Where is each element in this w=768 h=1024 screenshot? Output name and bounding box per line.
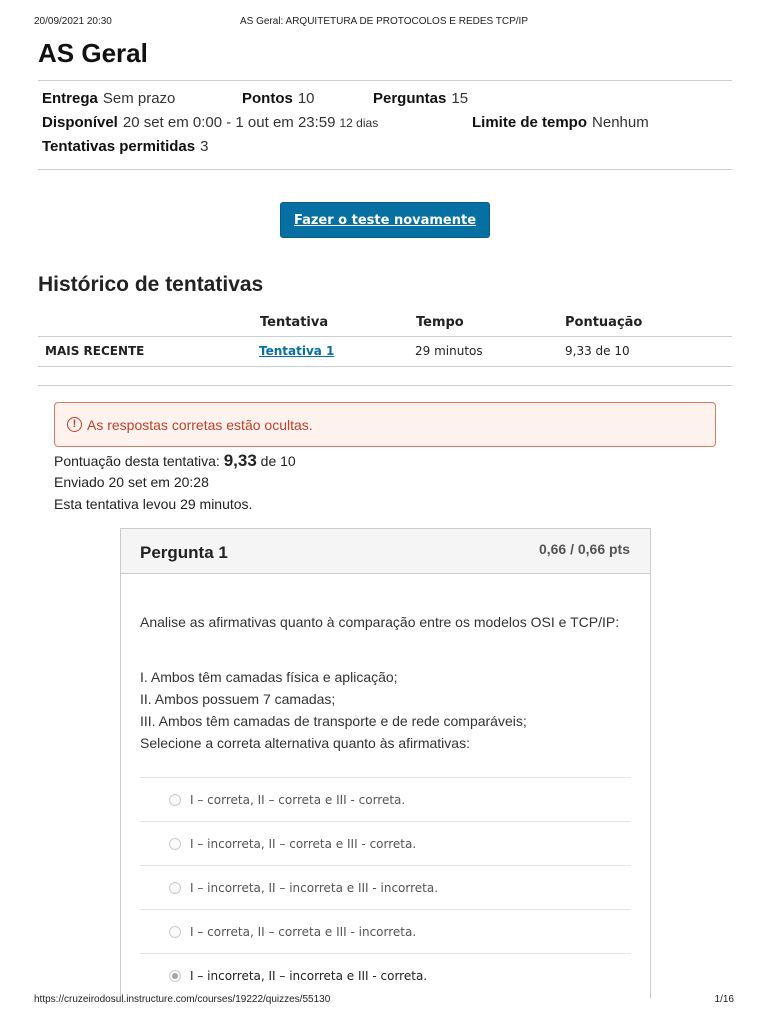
detail-value: 20 set em 0:00 - 1 out em 23:59 [122, 114, 336, 131]
score-prefix: Pontuação desta tentativa: [54, 453, 220, 469]
table-divider [38, 336, 732, 337]
answer-label: I – incorreta, II – incorreta e III - incorreta. [190, 881, 439, 895]
divider [38, 385, 732, 386]
detail-limite [472, 114, 649, 134]
print-doc-title: AS Geral: ARQUITETURA DE PROTOCOLOS E REDES TCP/IP [239, 16, 529, 27]
detail-value: 10 [297, 90, 315, 107]
page-title: AS Geral [38, 38, 148, 68]
radio-button[interactable] [169, 882, 181, 894]
print-header [34, 16, 734, 30]
score-suffix: de 10 [260, 453, 296, 469]
attempt-score-line [54, 451, 296, 471]
detail-entrega [42, 90, 175, 110]
print-footer [34, 994, 734, 1008]
column-header-attempt: Tentativa [260, 315, 329, 330]
detail-disponivel [42, 114, 378, 134]
detail-value: Sem prazo [102, 90, 176, 107]
answer-label: I – correta, II – correta e III - incorreta. [190, 925, 417, 939]
detail-label: Tentativas permitidas [42, 138, 196, 155]
answer-label: I – correta, II – correta e III - correta. [190, 793, 406, 807]
question-card [120, 528, 651, 998]
answer-option-selected[interactable] [140, 953, 631, 997]
retake-quiz-button[interactable]: Fazer o teste novamente [280, 202, 490, 238]
row-label-recent: MAIS RECENTE [45, 344, 145, 358]
question-title: Pergunta 1 [140, 543, 228, 562]
print-page-number: 1/16 [714, 994, 734, 1005]
detail-label: Limite de tempo [472, 114, 588, 131]
question-statement: I. Ambos têm camadas física e aplicação; [140, 669, 398, 685]
table-divider [38, 366, 732, 367]
duration-line: Esta tentativa levou 29 minutos. [54, 496, 253, 512]
detail-value: Nenhum [592, 114, 649, 131]
score-value: 9,33 [223, 451, 257, 470]
detail-label: Disponível [42, 114, 118, 131]
question-header [121, 529, 650, 574]
detail-tentativas [42, 138, 208, 158]
answer-option[interactable] [140, 777, 631, 821]
print-url: https://cruzeirodosul.instructure.com/courses/19222/quizzes/55130 [34, 994, 331, 1005]
attempt-time: 29 minutos [415, 344, 483, 358]
attempt-score: 9,33 de 10 [565, 344, 630, 358]
answer-option[interactable] [140, 909, 631, 953]
detail-days: 12 dias [339, 116, 379, 130]
column-header-time: Tempo [416, 315, 464, 330]
detail-label: Pontos [242, 90, 293, 107]
answer-option[interactable] [140, 821, 631, 865]
question-intro: Analise as afirmativas quanto à comparação entre os modelos OSI e TCP/IP: [140, 614, 620, 630]
answer-label: I – incorreta, II – incorreta e III - correta. [190, 969, 428, 983]
detail-perguntas [373, 90, 468, 110]
radio-button[interactable] [169, 794, 181, 806]
history-title: Histórico de tentativas [38, 273, 264, 296]
submitted-line: Enviado 20 set em 20:28 [54, 474, 209, 490]
print-datetime: 20/09/2021 20:30 [34, 16, 112, 27]
detail-value: 3 [200, 138, 209, 155]
detail-label: Perguntas [373, 90, 447, 107]
detail-pontos [242, 90, 315, 110]
answer-label: I – incorreta, II – correta e III - correta. [190, 837, 417, 851]
detail-label: Entrega [42, 90, 98, 107]
radio-button[interactable] [169, 838, 181, 850]
question-statement: II. Ambos possuem 7 camadas; [140, 691, 336, 707]
divider [38, 169, 732, 170]
question-statement: III. Ambos têm camadas de transporte e de rede comparáveis; [140, 713, 527, 729]
question-statement: Selecione a correta alternativa quanto às afirmativas: [140, 735, 470, 751]
alert-text: As respostas corretas estão ocultas. [87, 416, 313, 433]
attempt-link[interactable]: Tentativa 1 [259, 344, 335, 358]
hidden-answers-alert [54, 402, 716, 447]
detail-value: 15 [451, 90, 469, 107]
radio-button-selected[interactable] [169, 970, 181, 982]
question-points: 0,66 / 0,66 pts [538, 541, 630, 557]
radio-button[interactable] [169, 926, 181, 938]
answer-option[interactable] [140, 865, 631, 909]
divider [38, 80, 732, 81]
column-header-score: Pontuação [565, 315, 643, 330]
warning-icon: ! [67, 417, 82, 432]
